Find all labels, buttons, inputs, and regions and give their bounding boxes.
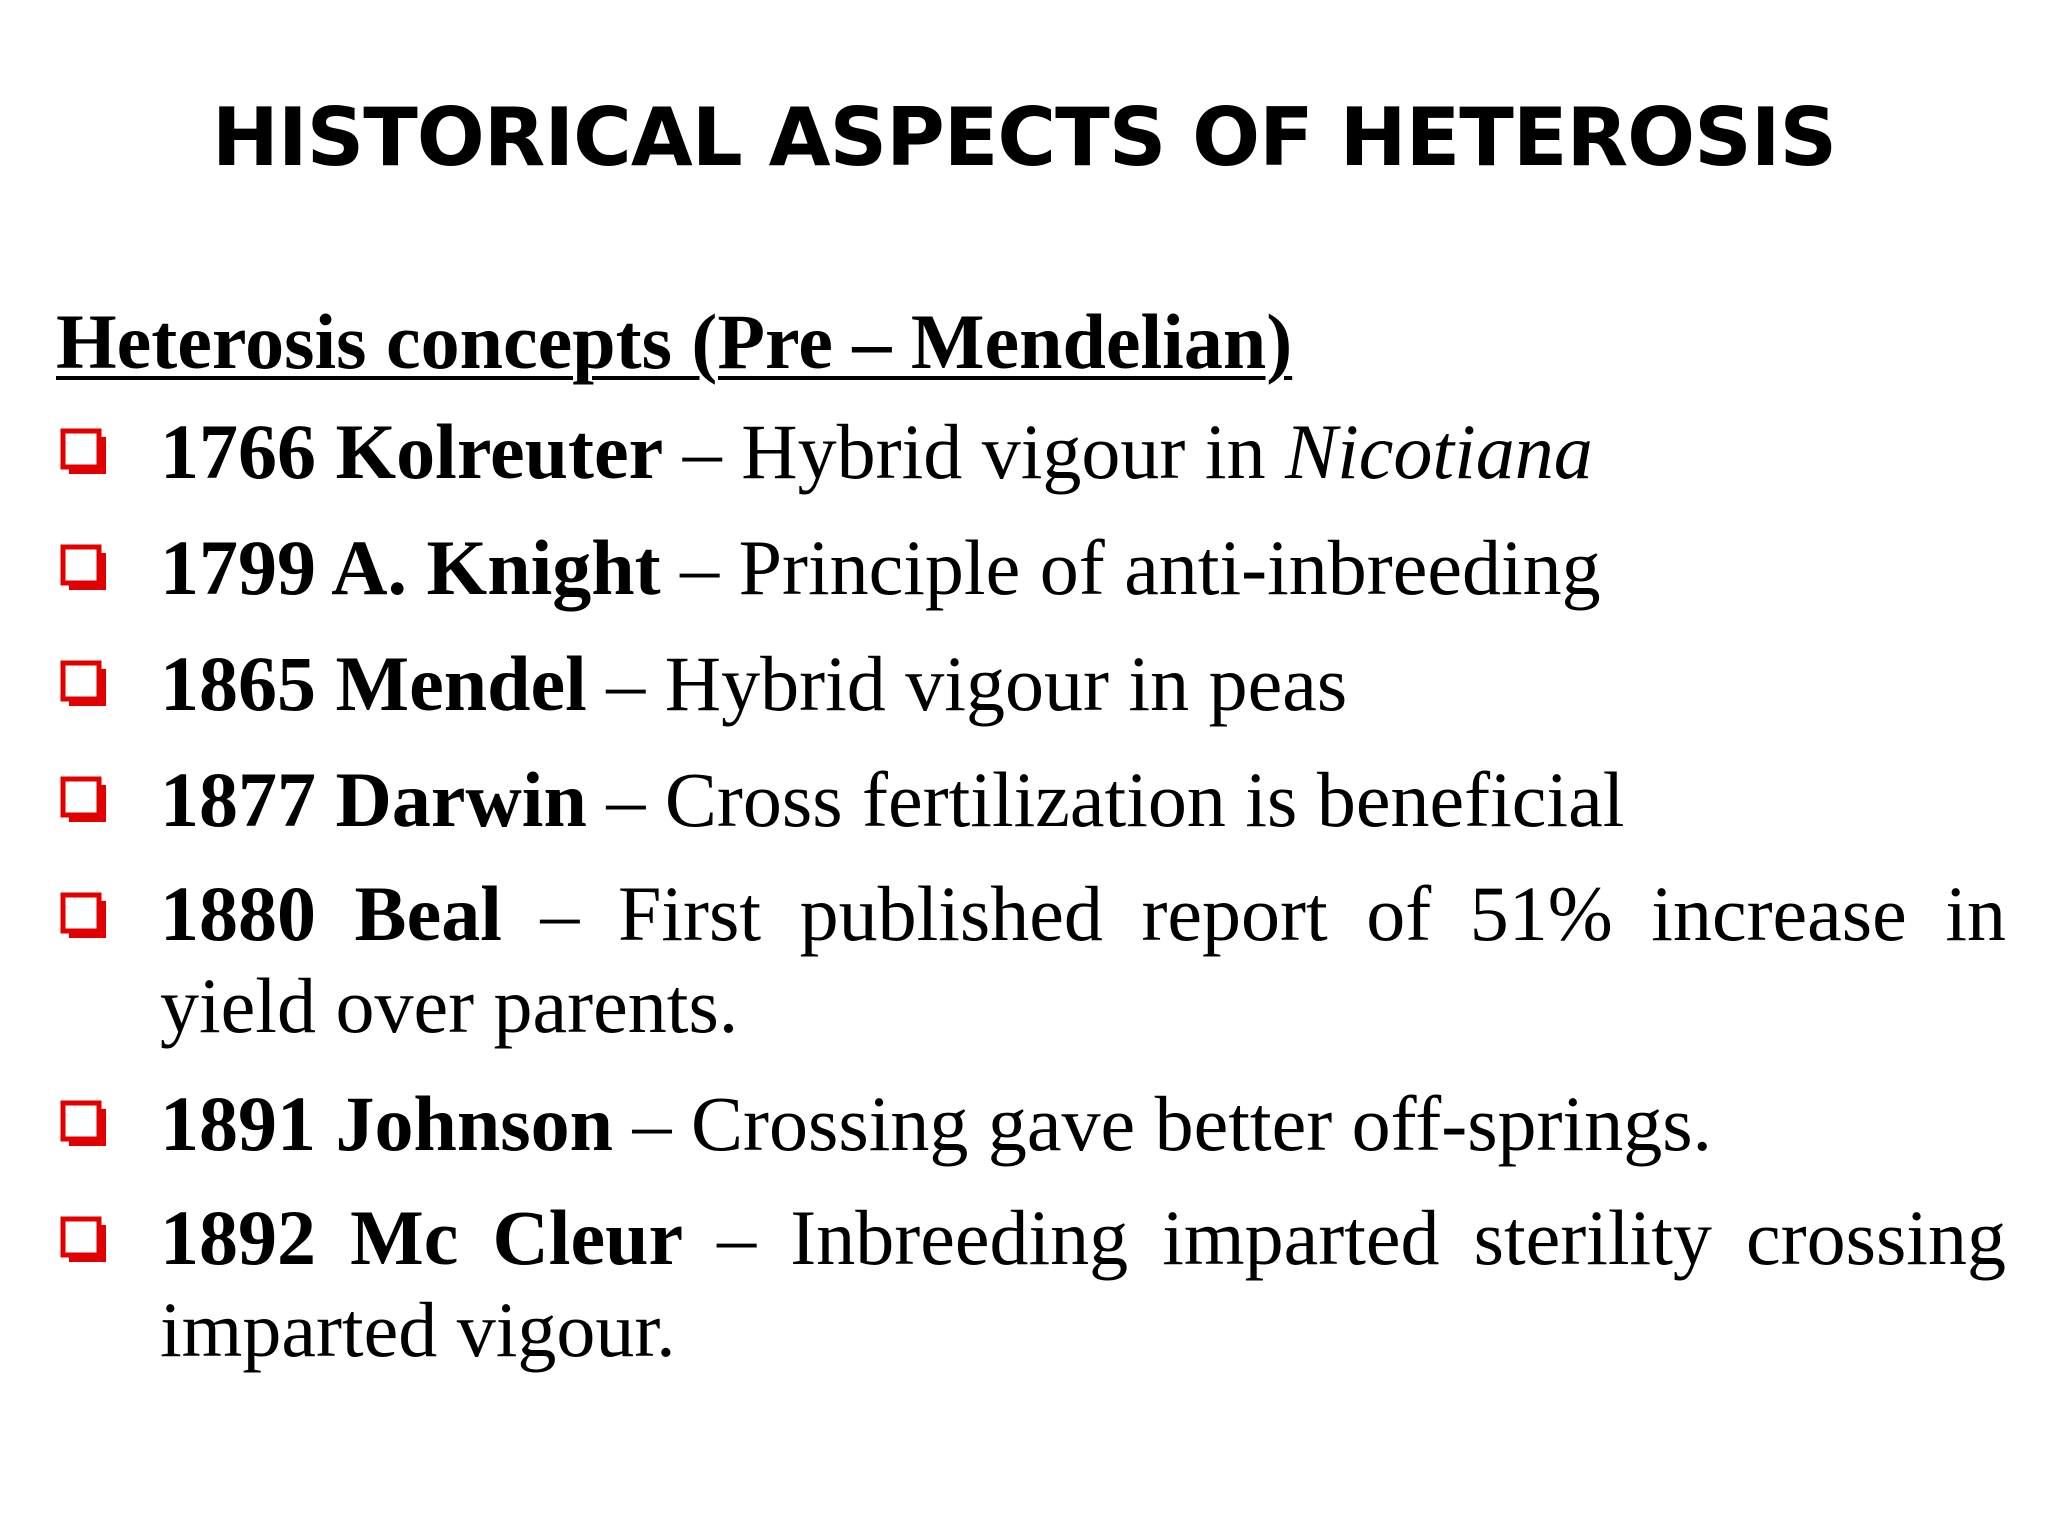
slide-subtitle: Heterosis concepts (Pre – Mendelian) xyxy=(56,298,1293,385)
list-item xyxy=(56,636,2006,732)
checkbox-square-icon xyxy=(60,544,106,590)
list-item xyxy=(56,520,2006,616)
item-name: 1865 Mendel xyxy=(160,640,587,727)
checkbox-square-icon xyxy=(60,1216,106,1262)
item-name: 1799 A. Knight xyxy=(160,524,661,611)
item-text: – Hybrid vigour in peas xyxy=(586,640,1348,727)
list-item xyxy=(56,1192,2006,1376)
list-item xyxy=(56,868,2006,1052)
bullet-list xyxy=(56,404,2006,1400)
item-name: 1891 Johnson xyxy=(160,1080,613,1167)
item-italic-text: Nicotiana xyxy=(1285,408,1593,495)
checkbox-square-icon xyxy=(60,892,106,938)
checkbox-square-icon xyxy=(60,1100,106,1146)
item-text: – Principle of anti-inbreeding xyxy=(660,524,1601,611)
list-item xyxy=(56,752,2006,848)
checkbox-square-icon xyxy=(60,776,106,822)
item-text: – Inbreeding imparted sterility crossing imparted vigour. xyxy=(160,1194,2006,1373)
checkbox-square-icon xyxy=(60,428,106,474)
list-item xyxy=(56,404,2006,500)
item-name: 1877 Darwin xyxy=(160,756,587,843)
slide-title: HISTORICAL ASPECTS OF HETEROSIS xyxy=(211,91,1837,184)
item-text: – First published report of 51% increase in yield over parents. xyxy=(160,870,2006,1049)
item-name: 1766 Kolreuter xyxy=(160,408,664,495)
item-text: – Hybrid vigour in xyxy=(663,408,1286,495)
checkbox-square-icon xyxy=(60,660,106,706)
item-name: 1892 Mc Cleur xyxy=(160,1194,684,1281)
item-text: – Crossing gave better off-springs. xyxy=(613,1080,1713,1167)
item-name: 1880 Beal xyxy=(160,870,502,957)
list-item xyxy=(56,1076,2006,1172)
item-text: – Cross fertilization is beneficial xyxy=(586,756,1625,843)
